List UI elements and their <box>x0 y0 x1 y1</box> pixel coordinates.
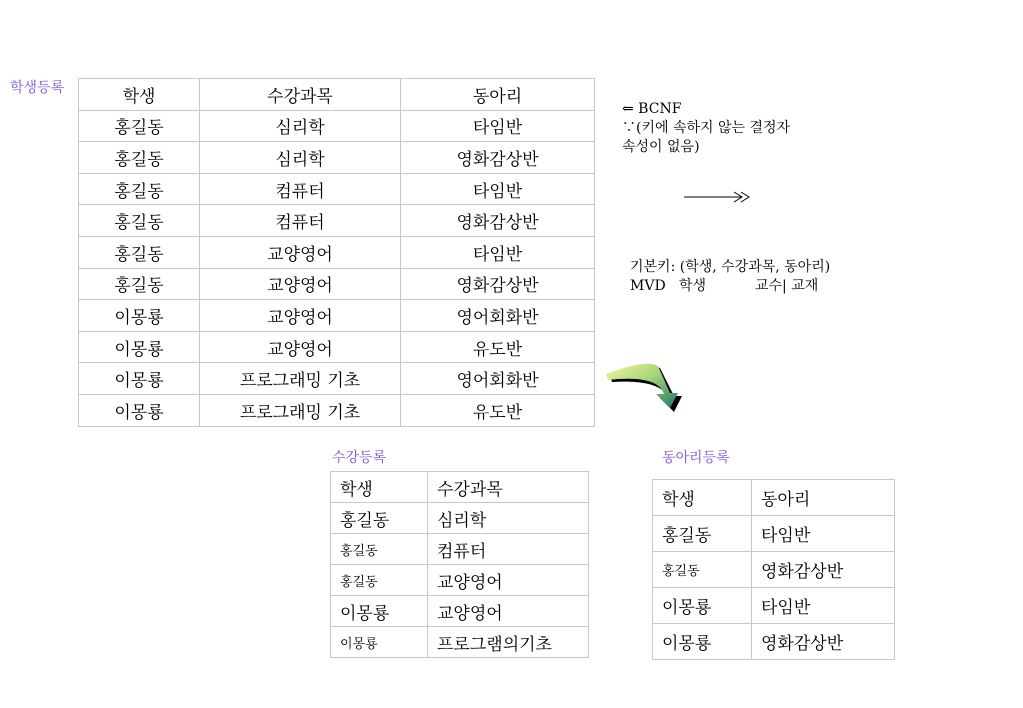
course-registration-table <box>330 471 589 658</box>
table-cell: 영어회화반 <box>401 300 595 332</box>
mvd-left: 학생 <box>679 278 707 294</box>
bcnf-line-3: 속성이 없음) <box>622 139 700 155</box>
table-cell: 영어회화반 <box>401 363 595 395</box>
table-row <box>79 394 595 426</box>
table-cell: 이몽룡 <box>79 331 200 363</box>
table-cell: 심리학 <box>428 503 589 534</box>
table-cell: 유도반 <box>401 331 595 363</box>
table-cell: 프로그래밍 기초 <box>200 394 401 426</box>
student-registration-table <box>78 78 595 427</box>
table-row <box>79 110 595 142</box>
table-cell: 홍길동 <box>79 173 200 205</box>
table-cell: 타임반 <box>752 588 895 624</box>
table-cell: 교양영어 <box>428 565 589 596</box>
table-cell: 프로그램의기초 <box>428 627 589 658</box>
column-header: 학생 <box>653 480 752 516</box>
header-row <box>653 480 895 516</box>
table-cell: 교양영어 <box>200 236 401 268</box>
table-cell: 홍길동 <box>331 534 428 565</box>
mvd-right: 교수| 교재 <box>755 278 819 294</box>
table-row <box>331 596 589 627</box>
course-registration-label: 수강등록 <box>332 450 387 466</box>
table-cell: 심리학 <box>200 142 401 174</box>
table-cell: 영화감상반 <box>752 552 895 588</box>
table-cell: 이몽룡 <box>331 596 428 627</box>
table-cell: 이몽룡 <box>331 627 428 658</box>
table-cell: 홍길동 <box>79 110 200 142</box>
column-header: 수강과목 <box>200 79 401 111</box>
table-cell: 영화감상반 <box>401 142 595 174</box>
table-row <box>79 268 595 300</box>
double-arrow-icon <box>682 190 752 204</box>
table-cell: 홍길동 <box>79 268 200 300</box>
table-cell: 홍길동 <box>653 552 752 588</box>
primary-key-note: 기본키: (학생, 수강과목, 동아리) <box>630 259 831 275</box>
table-cell: 컴퓨터 <box>200 173 401 205</box>
mvd-label: MVD <box>630 278 666 294</box>
table-cell: 이몽룡 <box>79 363 200 395</box>
table-cell: 이몽룡 <box>79 394 200 426</box>
table-row <box>79 331 595 363</box>
bcnf-line-1: ⇐ BCNF <box>622 101 682 117</box>
table-cell: 홍길동 <box>79 142 200 174</box>
table-row <box>331 565 589 596</box>
club-registration-table <box>652 479 895 660</box>
table-cell: 이몽룡 <box>653 588 752 624</box>
table-row <box>653 588 895 624</box>
table-row <box>653 552 895 588</box>
table-cell: 이몽룡 <box>79 300 200 332</box>
table-cell: 컴퓨터 <box>428 534 589 565</box>
table-cell: 홍길동 <box>653 516 752 552</box>
bcnf-note <box>622 100 790 157</box>
table-row <box>79 363 595 395</box>
table-cell: 타임반 <box>401 110 595 142</box>
table-row <box>79 300 595 332</box>
table-row <box>331 627 589 658</box>
table-cell: 영화감상반 <box>401 268 595 300</box>
table-row <box>331 534 589 565</box>
table-row <box>79 173 595 205</box>
bcnf-line-2: ∵(키에 속하지 않는 결정자 <box>622 120 791 136</box>
table-row <box>331 503 589 534</box>
table-cell: 교양영어 <box>428 596 589 627</box>
table-cell: 이몽룡 <box>653 624 752 660</box>
table-cell: 타임반 <box>752 516 895 552</box>
curved-arrow-icon <box>604 360 700 422</box>
club-registration-label: 동아리등록 <box>662 450 730 466</box>
table-cell: 교양영어 <box>200 300 401 332</box>
column-header: 동아리 <box>401 79 595 111</box>
table-cell: 영화감상반 <box>752 624 895 660</box>
table-cell: 프로그래밍 기초 <box>200 363 401 395</box>
header-row <box>79 79 595 111</box>
table-cell: 타임반 <box>401 173 595 205</box>
column-header: 수강과목 <box>428 472 589 503</box>
column-header: 학생 <box>79 79 200 111</box>
table-cell: 홍길동 <box>331 565 428 596</box>
table-cell: 컴퓨터 <box>200 205 401 237</box>
student-registration-label: 학생등록 <box>10 80 65 96</box>
table-row <box>653 624 895 660</box>
table-cell: 심리학 <box>200 110 401 142</box>
table-row <box>653 516 895 552</box>
table-cell: 교양영어 <box>200 331 401 363</box>
table-cell: 홍길동 <box>331 503 428 534</box>
table-row <box>79 236 595 268</box>
column-header: 동아리 <box>752 480 895 516</box>
table-cell: 타임반 <box>401 236 595 268</box>
table-row <box>79 205 595 237</box>
table-cell: 교양영어 <box>200 268 401 300</box>
header-row <box>331 472 589 503</box>
table-row <box>79 142 595 174</box>
column-header: 학생 <box>331 472 428 503</box>
table-cell: 홍길동 <box>79 205 200 237</box>
table-cell: 유도반 <box>401 394 595 426</box>
table-cell: 영화감상반 <box>401 205 595 237</box>
table-cell: 홍길동 <box>79 236 200 268</box>
